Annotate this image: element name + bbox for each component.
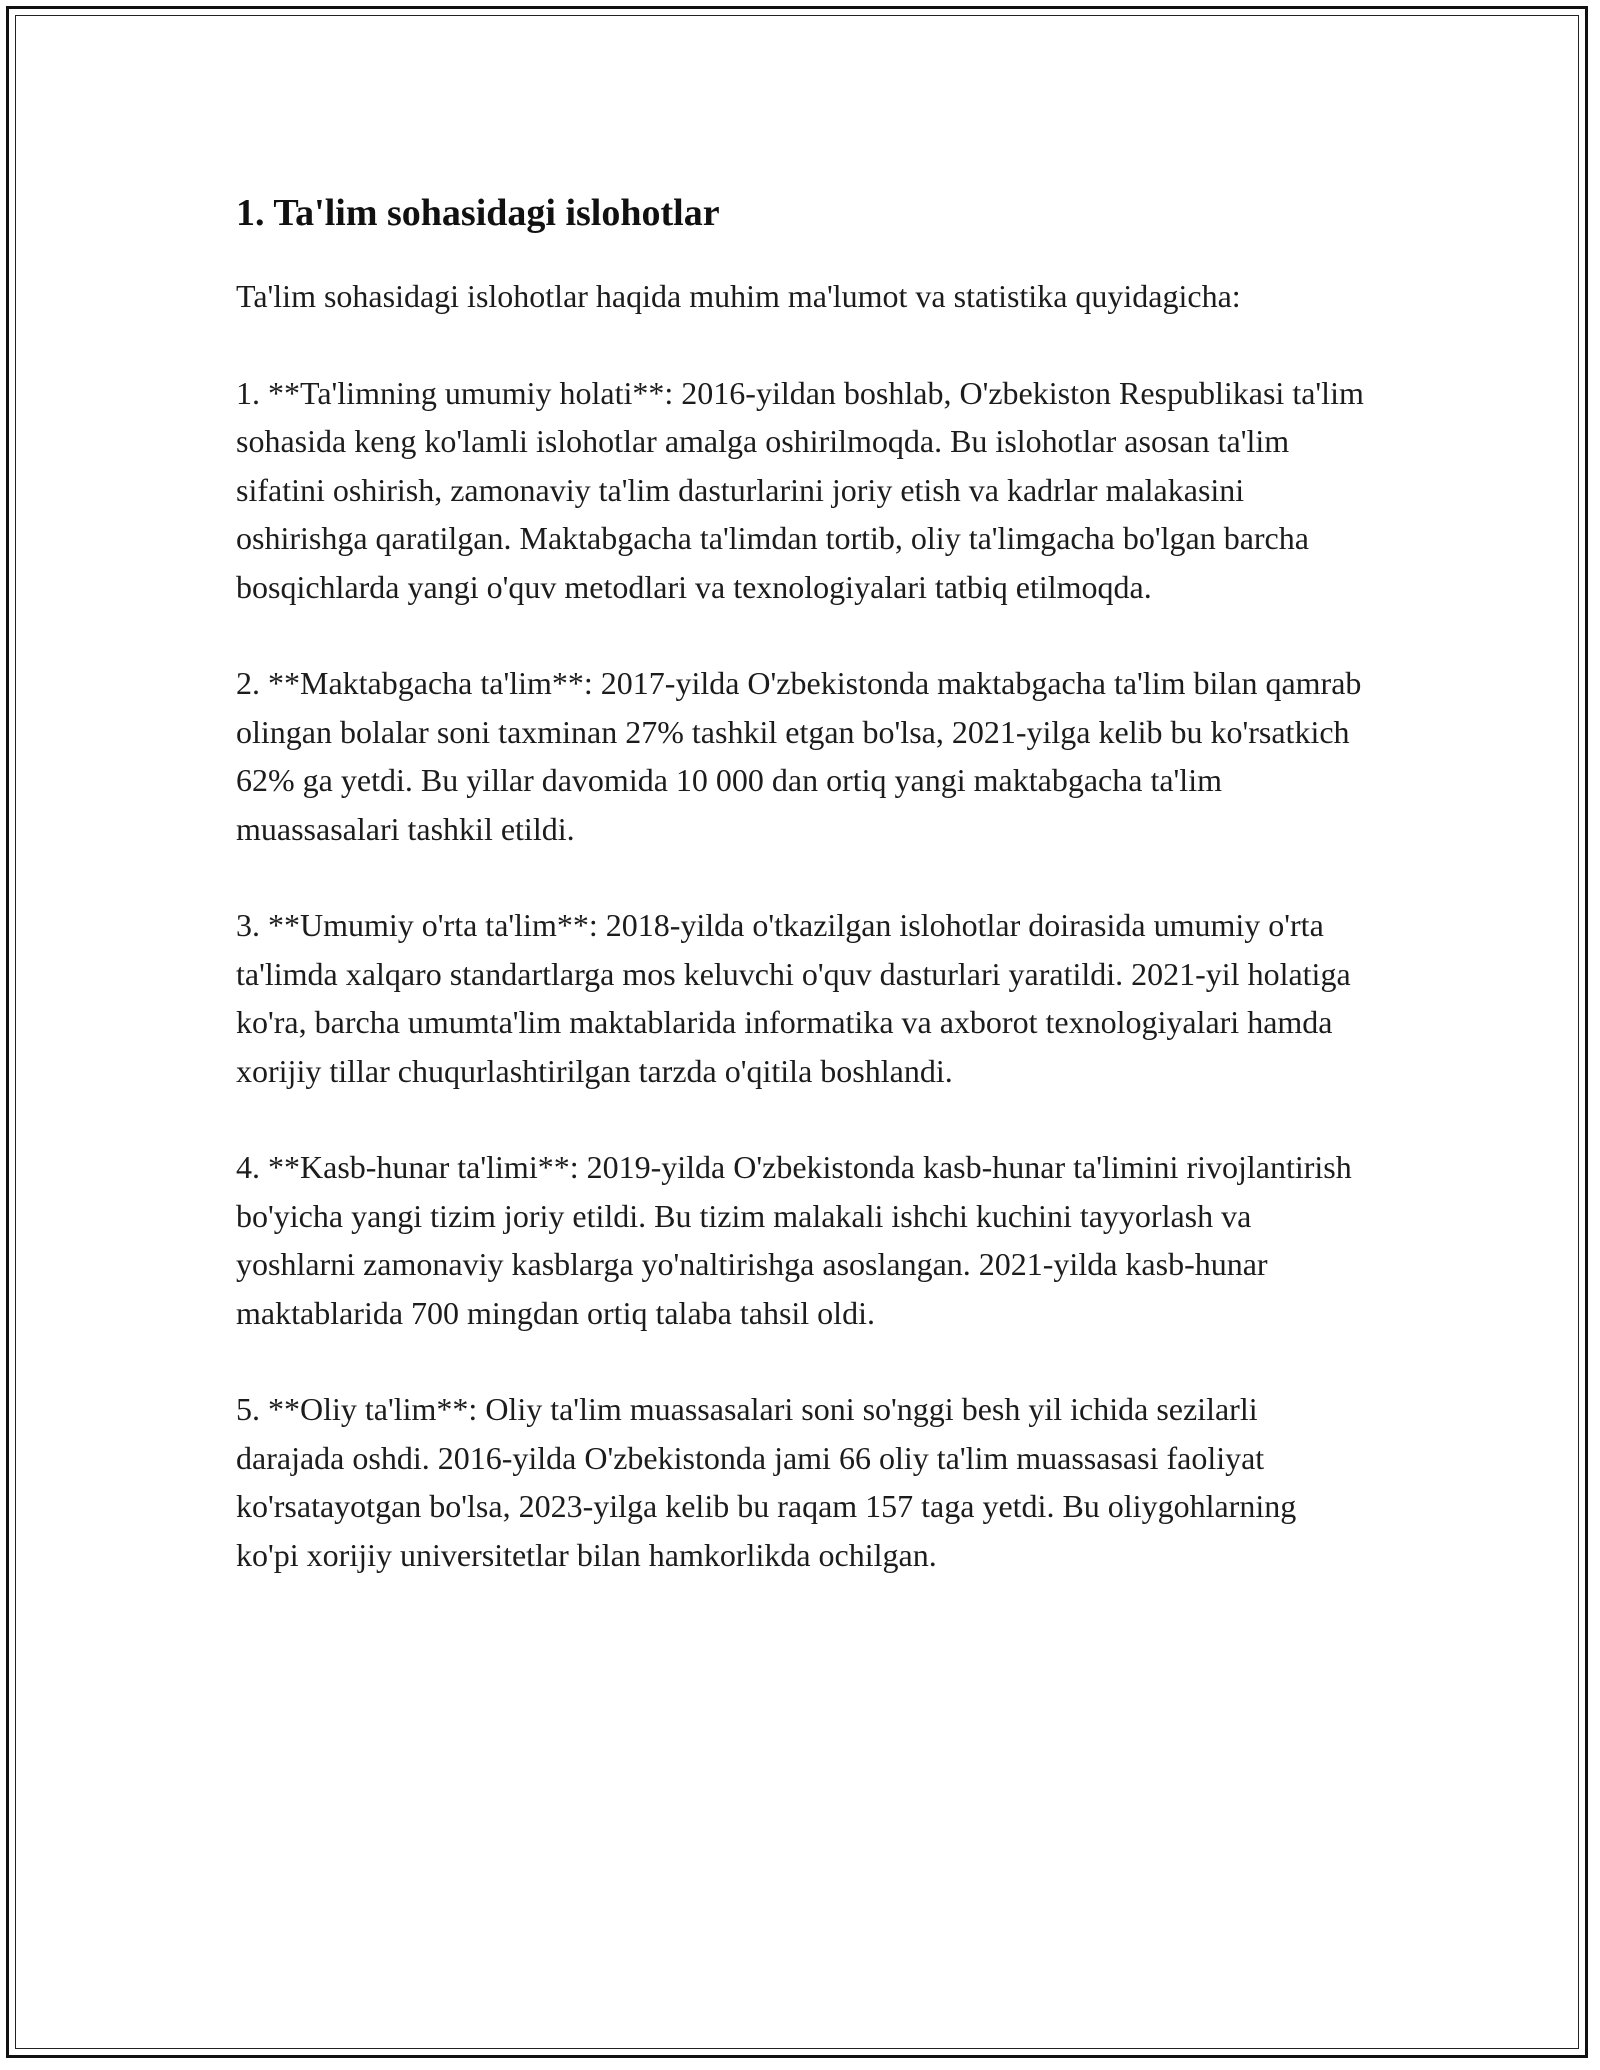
paragraph-preschool-education: 2. **Maktabgacha ta'lim**: 2017-yilda O'zbekistonda maktabgacha ta'lim bilan qamrab olingan bolalar soni taxminan 27% tashkil etgan bo'lsa, 2021-yilga kelib bu ko'rsatkich 62% ga yetdi. Bu yillar davomida 10 000 dan ortiq yangi maktabgacha ta'lim muassasalari tashkil etildi. [236, 665, 1362, 847]
paragraph-general-status: 1. **Ta'limning umumiy holati**: 2016-yildan boshlab, O'zbekiston Respublikasi ta'lim sohasida keng ko'lamli islohotlar amalga oshirilmoqda. Bu islohotlar asosan ta'lim sifatini oshirish, zamonaviy ta'lim dasturlarini joriy etish va kadrlar malakasini oshirishga qaratilgan. Maktabgacha ta'limdan tortib, oliy ta'limgacha bo'lgan barcha bosqichlarda yangi o'quv metodlari va texnologiyalari tatbiq etilmoqda. [236, 374, 1364, 605]
document-body [236, 190, 1366, 1627]
paragraph-secondary-education: 3. **Umumiy o'rta ta'lim**: 2018-yilda o'tkazilgan islohotlar doirasida umumiy o'rta ta'limda xalqaro standartlarga mos keluvchi o'quv dasturlari yaratildi. 2021-yil holatiga ko'ra, barcha umumta'lim maktablarida informatika va axborot texnologiyalari hamda xorijiy tillar chuqurlashtirilgan tarzda o'qitila boshlandi. [236, 907, 1351, 1089]
intro-paragraph: Ta'lim sohasidagi islohotlar haqida muhim ma'lumot va statistika quyidagicha: [236, 278, 1241, 314]
paragraph-vocational-education: 4. **Kasb-hunar ta'limi**: 2019-yilda O'zbekistonda kasb-hunar ta'limini rivojlantirish bo'yicha yangi tizim joriy etildi. Bu tizim malakali ishchi kuchini tayyorlash va yoshlarni zamonaviy kasblarga yo'naltirishga asoslangan. 2021-yilda kasb-hunar maktablarida 700 mingdan ortiq talaba tahsil oldi. [236, 1149, 1352, 1331]
paragraph-higher-education: 5. **Oliy ta'lim**: Oliy ta'lim muassasalari soni so'nggi besh yil ichida sezilarli darajada oshdi. 2016-yilda O'zbekistonda jami 66 oliy ta'lim muassasasi faoliyat ko'rsatayotgan bo'lsa, 2023-yilga kelib bu raqam 157 taga yetdi. Bu oliygohlarning ko'pi xorijiy universitetlar bilan hamkorlikda ochilgan. [236, 1391, 1297, 1573]
section-heading: 1. Ta'lim sohasidagi islohotlar [236, 192, 720, 234]
